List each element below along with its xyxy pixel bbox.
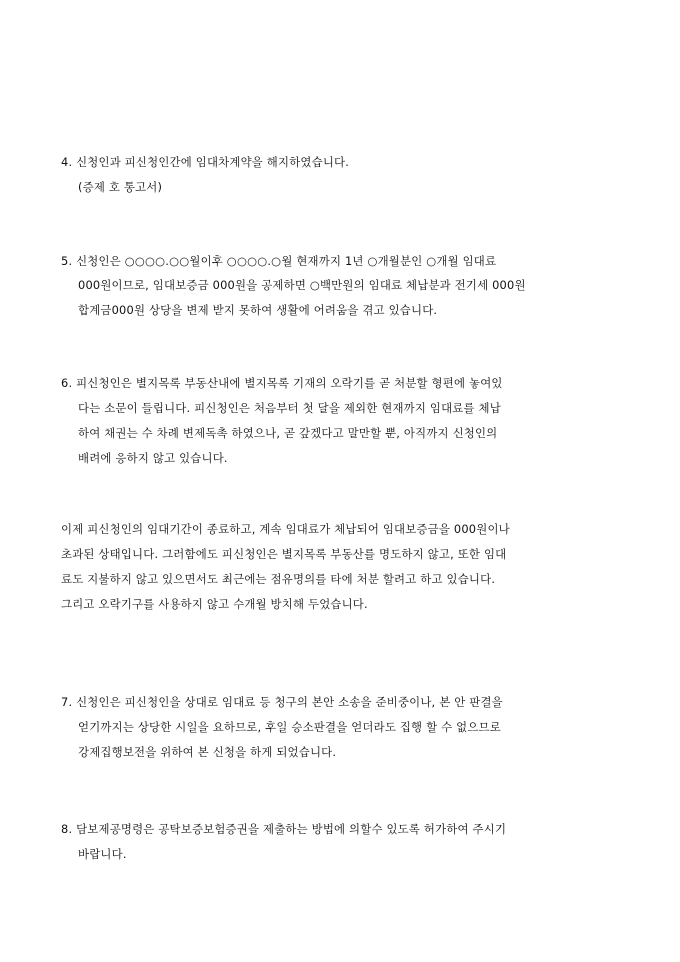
item-5-line-3: 합계금000원 상당을 변제 받지 못하여 생활에 어려움을 겪고 있습니다. [78, 303, 438, 317]
item-6-line-4: 배려에 응하지 않고 있습니다. [78, 451, 228, 465]
item-7-line-2: 얻기까지는 상당한 시일을 요하므로, 후일 승소판결을 얻더라도 집행 할 수 없으므로 [78, 720, 501, 734]
paragraph-line-3: 료도 지불하지 않고 있으면서도 최근에는 점유명의를 타에 처분 할려고 하고 있습니다. [61, 572, 496, 586]
paragraph-line-2: 초과된 상태입니다. 그러함에도 피신청인은 별지목록 부동산를 명도하지 않고, 또한 임대 [61, 547, 507, 561]
item-5-line-1: 5. 신청인은 ○○○○.○○월이후 ○○○○.○월 현재까지 1년 ○개월분인 ○개월 임대료 [61, 254, 497, 268]
item-8-line-2: 바랍니다. [78, 847, 127, 861]
item-6-line-3: 하여 채권는 수 차례 변제독촉 하였으나, 곧 갚겠다고 말만할 뿐, 아직까지 신청인의 [78, 426, 498, 440]
item-6-line-2: 다는 소문이 들립니다. 피신청인은 처음부터 첫 달을 제외한 현재까지 임대료를 체납 [78, 401, 501, 415]
item-4-line-1: 4. 신청인과 피신청인간에 임대차계약을 해지하였습니다. [61, 155, 350, 169]
item-7-line-3: 강제집행보전을 위하여 본 신청을 하게 되었습니다. [78, 745, 337, 759]
paragraph-line-4: 그리고 오락기구를 사용하지 않고 수개월 방치해 두었습니다. [61, 597, 368, 611]
item-8-line-1: 8. 담보제공명령은 공탁보증보험증권을 제출하는 방법에 의할수 있도록 허가하여 주시기 [61, 822, 507, 836]
item-5-line-2: 000원이므로, 임대보증금 000원을 공제하면 ○백만원의 임대료 체납분과 전기세 000원 [78, 278, 526, 292]
item-4-line-2: (증제 호 통고서) [78, 180, 163, 194]
paragraph-line-1: 이제 피신청인의 임대기간이 종료하고, 계속 임대료가 체납되어 임대보증금을 000원이나 [61, 522, 510, 536]
item-6-line-1: 6. 피신청인은 별지목록 부동산내에 별지목록 기재의 오락기를 곧 처분할 형편에 놓여있 [61, 376, 503, 390]
item-7-line-1: 7. 신청인은 피신청인을 상대로 임대료 등 청구의 본안 소송을 준비중이나, 본 안 판결을 [61, 695, 503, 709]
